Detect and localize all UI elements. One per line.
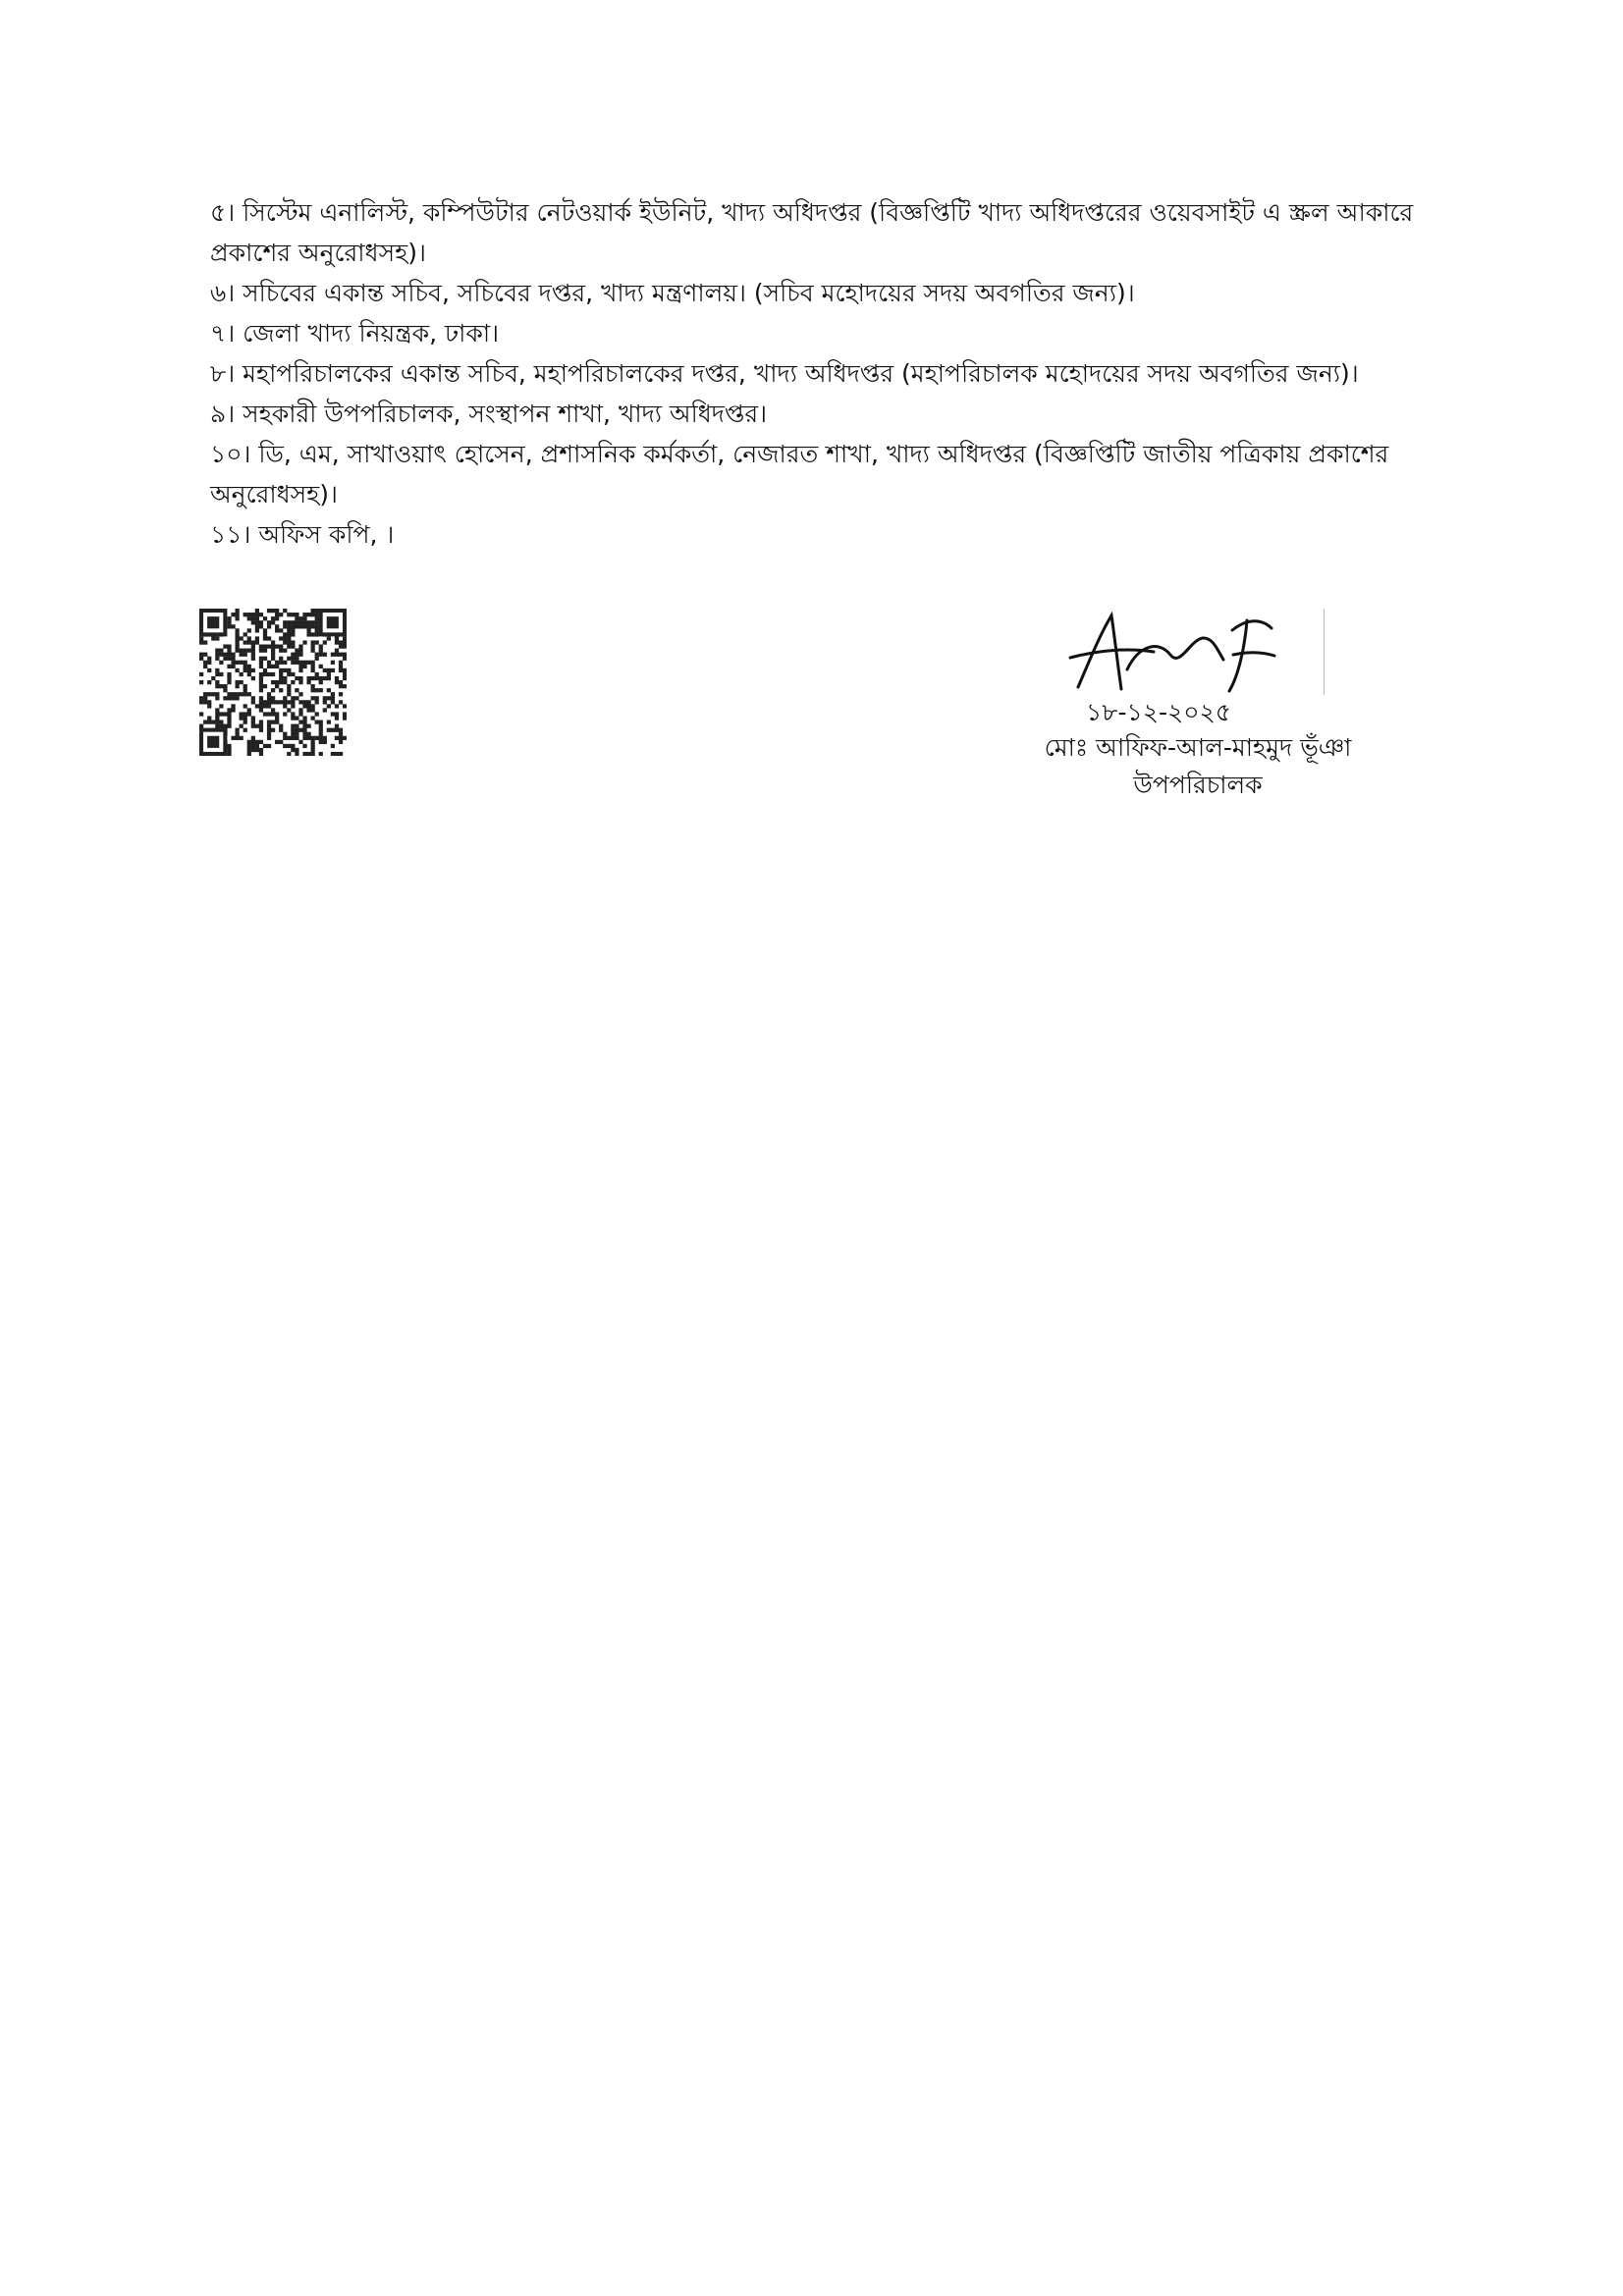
distribution-item: ৭। জেলা খাদ্য নিয়ন্ত্রক, ঢাকা। <box>210 319 500 347</box>
signature-block <box>1001 589 1394 815</box>
distribution-item: ৫। সিস্টেম এনালিস্ট, কম্পিউটার নেটওয়ার্ক ইউনিট, খাদ্য অধিদপ্তর (বিজ্ঞপ্তিটি খাদ্য অধিদপ্তরের ওয়েবসাইট এ স্ক্রল আকারে প্রকাশের অনুরোধসহ)। <box>210 198 1414 267</box>
distribution-item: ১১। অফিস কপি, । <box>210 520 395 549</box>
signer-designation: উপপরিচালক <box>1133 771 1263 799</box>
signer-name: মোঃ আফিফ-আল-মাহমুদ ভূঁঞা <box>1044 733 1352 762</box>
distribution-item: ৮। মহাপরিচালকের একান্ত সচিব, মহাপরিচালকের দপ্তর, খাদ্য অধিদপ্তর (মহাপরিচালক মহোদয়ের সদয় অবগতির জন্য)। <box>210 359 1359 388</box>
distribution-item: ১০। ডি, এম, সাখাওয়াৎ হোসেন, প্রশাসনিক কর্মকর্তা, নেজারত শাখা, খাদ্য অধিদপ্তর (বিজ্ঞপ্তিটি জাতীয় পত্রিকায় প্রকাশের অনুরোধসহ)। <box>210 440 1389 508</box>
signature-divider <box>1324 609 1325 695</box>
qr-code-icon <box>199 609 347 756</box>
distribution-list <box>210 192 1437 555</box>
distribution-item: ৬। সচিবের একান্ত সচিব, সচিবের দপ্তর, খাদ্য মন্ত্রণালয়। (সচিব মহোদয়ের সদয় অবগতির জন্য)। <box>210 279 1135 307</box>
signature-date: ১৮-১২-২০২৫ <box>1086 698 1231 726</box>
distribution-item: ৯। সহকারী উপপরিচালক, সংস্থাপন শাখা, খাদ্য অধিদপ্তর। <box>210 400 768 428</box>
handwritten-signature <box>1060 601 1296 704</box>
